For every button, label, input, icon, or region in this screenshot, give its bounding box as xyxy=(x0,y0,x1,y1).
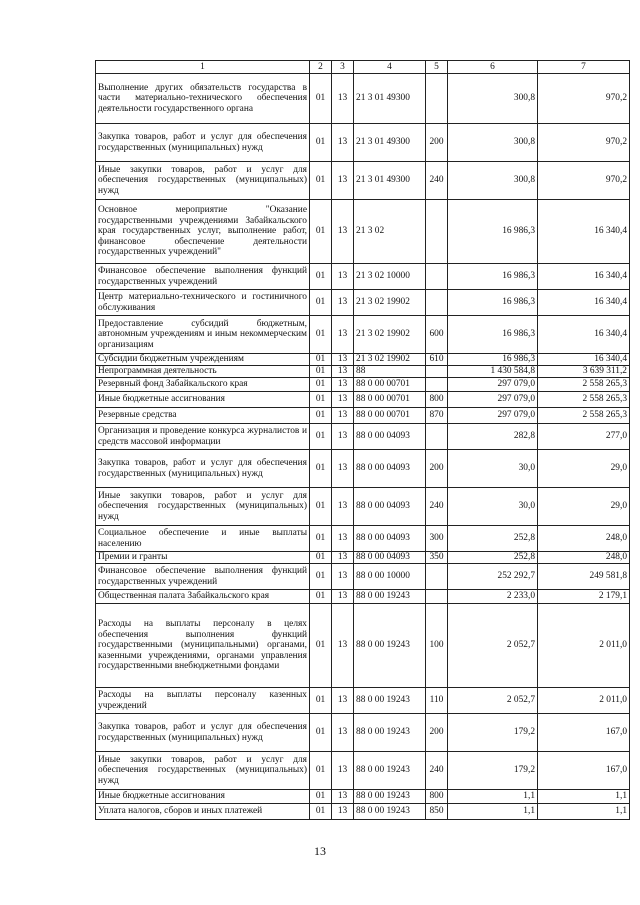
column-header: 5 xyxy=(426,61,448,74)
table-row xyxy=(96,200,630,264)
subsection-code-cell: 13 xyxy=(332,552,354,564)
item-name-cell: Центр материально-технического и гостиничного обслуживания xyxy=(96,290,310,316)
table-row xyxy=(96,424,630,450)
amount-col7-cell: 970,2 xyxy=(538,124,630,162)
section-code-cell: 01 xyxy=(310,124,332,162)
subsection-code-cell: 13 xyxy=(332,316,354,354)
subsection-code-cell: 13 xyxy=(332,354,354,366)
expense-type-cell xyxy=(426,424,448,450)
expense-type-cell: 240 xyxy=(426,162,448,200)
item-name-cell: Закупка товаров, работ и услуг для обеспечения государственных (муниципальных) нужд xyxy=(96,450,310,488)
amount-col7-cell: 970,2 xyxy=(538,162,630,200)
target-article-cell: 88 0 00 19243 xyxy=(354,590,426,604)
subsection-code-cell: 13 xyxy=(332,714,354,752)
section-code-cell: 01 xyxy=(310,408,332,424)
column-header: 1 xyxy=(96,61,310,74)
section-code-cell: 01 xyxy=(310,604,332,688)
expense-type-cell: 870 xyxy=(426,408,448,424)
section-code-cell: 01 xyxy=(310,264,332,290)
expense-type-cell xyxy=(426,200,448,264)
item-name-cell: Иные закупки товаров, работ и услуг для обеспечения государственных (муниципальных) нужд xyxy=(96,488,310,526)
table-row xyxy=(96,552,630,564)
target-article-cell: 21 3 01 49300 xyxy=(354,162,426,200)
table-row xyxy=(96,688,630,714)
page-number: 13 xyxy=(314,844,326,858)
table-row xyxy=(96,378,630,392)
target-article-cell: 88 0 00 04093 xyxy=(354,526,426,552)
amount-col7-cell: 249 581,8 xyxy=(538,564,630,590)
table-header-row xyxy=(96,61,630,74)
expense-type-cell: 240 xyxy=(426,752,448,790)
target-article-cell: 21 3 01 49300 xyxy=(354,124,426,162)
amount-col7-cell: 16 340,4 xyxy=(538,354,630,366)
amount-col7-cell: 167,0 xyxy=(538,752,630,790)
document-page xyxy=(95,60,629,820)
target-article-cell: 21 3 02 xyxy=(354,200,426,264)
expense-type-cell: 200 xyxy=(426,450,448,488)
section-code-cell: 01 xyxy=(310,316,332,354)
expense-type-cell: 200 xyxy=(426,124,448,162)
item-name-cell: Общественная палата Забайкальского края xyxy=(96,590,310,604)
amount-col6-cell: 300,8 xyxy=(448,74,538,124)
subsection-code-cell: 13 xyxy=(332,124,354,162)
expense-type-cell xyxy=(426,264,448,290)
section-code-cell: 01 xyxy=(310,74,332,124)
amount-col7-cell: 970,2 xyxy=(538,74,630,124)
subsection-code-cell: 13 xyxy=(332,408,354,424)
expense-type-cell: 800 xyxy=(426,790,448,804)
section-code-cell: 01 xyxy=(310,752,332,790)
item-name-cell: Социальное обеспечение и иные выплаты населению xyxy=(96,526,310,552)
amount-col6-cell: 2 052,7 xyxy=(448,604,538,688)
item-name-cell: Закупка товаров, работ и услуг для обеспечения государственных (муниципальных) нужд xyxy=(96,124,310,162)
target-article-cell: 21 3 01 49300 xyxy=(354,74,426,124)
section-code-cell: 01 xyxy=(310,688,332,714)
subsection-code-cell: 13 xyxy=(332,264,354,290)
subsection-code-cell: 13 xyxy=(332,526,354,552)
subsection-code-cell: 13 xyxy=(332,752,354,790)
subsection-code-cell: 13 xyxy=(332,790,354,804)
section-code-cell: 01 xyxy=(310,162,332,200)
section-code-cell: 01 xyxy=(310,366,332,378)
item-name-cell: Иные закупки товаров, работ и услуг для обеспечения государственных (муниципальных) нужд xyxy=(96,162,310,200)
target-article-cell: 88 0 00 04093 xyxy=(354,552,426,564)
section-code-cell: 01 xyxy=(310,590,332,604)
table-row xyxy=(96,604,630,688)
amount-col7-cell: 16 340,4 xyxy=(538,290,630,316)
section-code-cell: 01 xyxy=(310,564,332,590)
target-article-cell: 88 0 00 19243 xyxy=(354,604,426,688)
expense-type-cell: 350 xyxy=(426,552,448,564)
subsection-code-cell: 13 xyxy=(332,688,354,714)
expense-type-cell xyxy=(426,74,448,124)
expense-type-cell: 600 xyxy=(426,316,448,354)
section-code-cell: 01 xyxy=(310,790,332,804)
table-row xyxy=(96,124,630,162)
target-article-cell: 21 3 02 19902 xyxy=(354,290,426,316)
amount-col7-cell: 2 558 265,3 xyxy=(538,392,630,408)
column-header: 6 xyxy=(448,61,538,74)
expense-type-cell: 300 xyxy=(426,526,448,552)
target-article-cell: 88 0 00 00701 xyxy=(354,408,426,424)
expense-type-cell xyxy=(426,378,448,392)
table-row xyxy=(96,804,630,820)
item-name-cell: Расходы на выплаты персоналу в целях обеспечения выполнения функций государственными (муниципальными) органами, казенными учреждениями, органами управления государственными внебюджетными фондами xyxy=(96,604,310,688)
expense-type-cell: 200 xyxy=(426,714,448,752)
target-article-cell: 88 0 00 19243 xyxy=(354,790,426,804)
section-code-cell: 01 xyxy=(310,200,332,264)
item-name-cell: Основное мероприятие "Оказание государственными учреждениями Забайкальского края государственных услуг, выполнение работ, финансовое обеспечение деятельности государственных учреждений" xyxy=(96,200,310,264)
amount-col7-cell: 277,0 xyxy=(538,424,630,450)
amount-col6-cell: 179,2 xyxy=(448,714,538,752)
target-article-cell: 21 3 02 10000 xyxy=(354,264,426,290)
subsection-code-cell: 13 xyxy=(332,424,354,450)
target-article-cell: 21 3 02 19902 xyxy=(354,316,426,354)
amount-col6-cell: 16 986,3 xyxy=(448,290,538,316)
table-row xyxy=(96,564,630,590)
amount-col7-cell: 3 639 311,2 xyxy=(538,366,630,378)
table-row xyxy=(96,366,630,378)
target-article-cell: 88 0 00 19243 xyxy=(354,714,426,752)
amount-col7-cell: 2 179,1 xyxy=(538,590,630,604)
item-name-cell: Иные бюджетные ассигнования xyxy=(96,790,310,804)
expense-type-cell xyxy=(426,290,448,316)
table-row xyxy=(96,590,630,604)
item-name-cell: Предоставление субсидий бюджетным, автономным учреждениям и иным некоммерческим организациям xyxy=(96,316,310,354)
column-header: 7 xyxy=(538,61,630,74)
expense-type-cell: 610 xyxy=(426,354,448,366)
target-article-cell: 88 0 00 19243 xyxy=(354,752,426,790)
target-article-cell: 88 0 00 04093 xyxy=(354,424,426,450)
amount-col7-cell: 16 340,4 xyxy=(538,264,630,290)
expense-type-cell xyxy=(426,590,448,604)
expense-type-cell: 850 xyxy=(426,804,448,820)
expense-type-cell: 110 xyxy=(426,688,448,714)
column-header: 2 xyxy=(310,61,332,74)
item-name-cell: Иные закупки товаров, работ и услуг для обеспечения государственных (муниципальных) нужд xyxy=(96,752,310,790)
section-code-cell: 01 xyxy=(310,488,332,526)
subsection-code-cell: 13 xyxy=(332,392,354,408)
table-row xyxy=(96,488,630,526)
target-article-cell: 88 0 00 19243 xyxy=(354,688,426,714)
amount-col7-cell: 16 340,4 xyxy=(538,200,630,264)
amount-col7-cell: 2 011,0 xyxy=(538,688,630,714)
amount-col6-cell: 1,1 xyxy=(448,804,538,820)
target-article-cell: 88 0 00 04093 xyxy=(354,450,426,488)
subsection-code-cell: 13 xyxy=(332,290,354,316)
amount-col7-cell: 29,0 xyxy=(538,488,630,526)
section-code-cell: 01 xyxy=(310,354,332,366)
subsection-code-cell: 13 xyxy=(332,378,354,392)
table-row xyxy=(96,408,630,424)
column-header: 3 xyxy=(332,61,354,74)
section-code-cell: 01 xyxy=(310,378,332,392)
target-article-cell: 88 0 00 19243 xyxy=(354,804,426,820)
amount-col6-cell: 2 233,0 xyxy=(448,590,538,604)
table-row xyxy=(96,290,630,316)
amount-col6-cell: 300,8 xyxy=(448,162,538,200)
amount-col6-cell: 16 986,3 xyxy=(448,264,538,290)
expense-type-cell: 100 xyxy=(426,604,448,688)
amount-col7-cell: 1,1 xyxy=(538,804,630,820)
amount-col6-cell: 297 079,0 xyxy=(448,378,538,392)
subsection-code-cell: 13 xyxy=(332,450,354,488)
amount-col7-cell: 2 558 265,3 xyxy=(538,408,630,424)
target-article-cell: 21 3 02 19902 xyxy=(354,354,426,366)
table-row xyxy=(96,392,630,408)
item-name-cell: Субсидии бюджетным учреждениям xyxy=(96,354,310,366)
item-name-cell: Иные бюджетные ассигнования xyxy=(96,392,310,408)
item-name-cell: Выполнение других обязательств государства в части материально-технического обеспечения деятельности государственного органа xyxy=(96,74,310,124)
item-name-cell: Финансовое обеспечение выполнения функций государственных учреждений xyxy=(96,264,310,290)
subsection-code-cell: 13 xyxy=(332,74,354,124)
amount-col7-cell: 16 340,4 xyxy=(538,316,630,354)
subsection-code-cell: 13 xyxy=(332,804,354,820)
expense-type-cell xyxy=(426,564,448,590)
amount-col6-cell: 30,0 xyxy=(448,450,538,488)
table-row xyxy=(96,450,630,488)
amount-col6-cell: 179,2 xyxy=(448,752,538,790)
amount-col6-cell: 16 986,3 xyxy=(448,316,538,354)
amount-col6-cell: 297 079,0 xyxy=(448,408,538,424)
target-article-cell: 88 0 00 10000 xyxy=(354,564,426,590)
amount-col6-cell: 30,0 xyxy=(448,488,538,526)
item-name-cell: Премии и гранты xyxy=(96,552,310,564)
table-row xyxy=(96,790,630,804)
column-header: 4 xyxy=(354,61,426,74)
amount-col6-cell: 16 986,3 xyxy=(448,200,538,264)
amount-col6-cell: 252,8 xyxy=(448,526,538,552)
target-article-cell: 88 0 00 00701 xyxy=(354,378,426,392)
expense-type-cell: 800 xyxy=(426,392,448,408)
section-code-cell: 01 xyxy=(310,290,332,316)
table-row xyxy=(96,526,630,552)
table-row xyxy=(96,74,630,124)
amount-col7-cell: 2 558 265,3 xyxy=(538,378,630,392)
subsection-code-cell: 13 xyxy=(332,200,354,264)
budget-table xyxy=(95,60,630,820)
section-code-cell: 01 xyxy=(310,552,332,564)
amount-col6-cell: 252,8 xyxy=(448,552,538,564)
amount-col6-cell: 252 292,7 xyxy=(448,564,538,590)
subsection-code-cell: 13 xyxy=(332,366,354,378)
subsection-code-cell: 13 xyxy=(332,564,354,590)
target-article-cell: 88 0 00 04093 xyxy=(354,488,426,526)
amount-col6-cell: 300,8 xyxy=(448,124,538,162)
amount-col7-cell: 248,0 xyxy=(538,526,630,552)
amount-col6-cell: 1,1 xyxy=(448,790,538,804)
table-row xyxy=(96,316,630,354)
section-code-cell: 01 xyxy=(310,526,332,552)
target-article-cell: 88 0 00 00701 xyxy=(354,392,426,408)
amount-col6-cell: 16 986,3 xyxy=(448,354,538,366)
item-name-cell: Закупка товаров, работ и услуг для обеспечения государственных (муниципальных) нужд xyxy=(96,714,310,752)
amount-col6-cell: 297 079,0 xyxy=(448,392,538,408)
table-row xyxy=(96,264,630,290)
amount-col6-cell: 1 430 584,8 xyxy=(448,366,538,378)
item-name-cell: Резервный фонд Забайкальского края xyxy=(96,378,310,392)
amount-col6-cell: 282,8 xyxy=(448,424,538,450)
table-row xyxy=(96,714,630,752)
item-name-cell: Финансовое обеспечение выполнения функций государственных учреждений xyxy=(96,564,310,590)
table-row xyxy=(96,162,630,200)
amount-col7-cell: 2 011,0 xyxy=(538,604,630,688)
table-row xyxy=(96,752,630,790)
amount-col7-cell: 1,1 xyxy=(538,790,630,804)
subsection-code-cell: 13 xyxy=(332,488,354,526)
section-code-cell: 01 xyxy=(310,804,332,820)
amount-col7-cell: 167,0 xyxy=(538,714,630,752)
item-name-cell: Организация и проведение конкурса журналистов и средств массовой информации xyxy=(96,424,310,450)
amount-col7-cell: 29,0 xyxy=(538,450,630,488)
subsection-code-cell: 13 xyxy=(332,604,354,688)
section-code-cell: 01 xyxy=(310,392,332,408)
table-body xyxy=(96,61,630,820)
item-name-cell: Резервные средства xyxy=(96,408,310,424)
expense-type-cell xyxy=(426,366,448,378)
subsection-code-cell: 13 xyxy=(332,590,354,604)
subsection-code-cell: 13 xyxy=(332,162,354,200)
section-code-cell: 01 xyxy=(310,424,332,450)
section-code-cell: 01 xyxy=(310,714,332,752)
item-name-cell: Непрограммная деятельность xyxy=(96,366,310,378)
expense-type-cell: 240 xyxy=(426,488,448,526)
amount-col7-cell: 248,0 xyxy=(538,552,630,564)
table-row xyxy=(96,354,630,366)
item-name-cell: Уплата налогов, сборов и иных платежей xyxy=(96,804,310,820)
target-article-cell: 88 xyxy=(354,366,426,378)
amount-col6-cell: 2 052,7 xyxy=(448,688,538,714)
section-code-cell: 01 xyxy=(310,450,332,488)
item-name-cell: Расходы на выплаты персоналу казенных учреждений xyxy=(96,688,310,714)
